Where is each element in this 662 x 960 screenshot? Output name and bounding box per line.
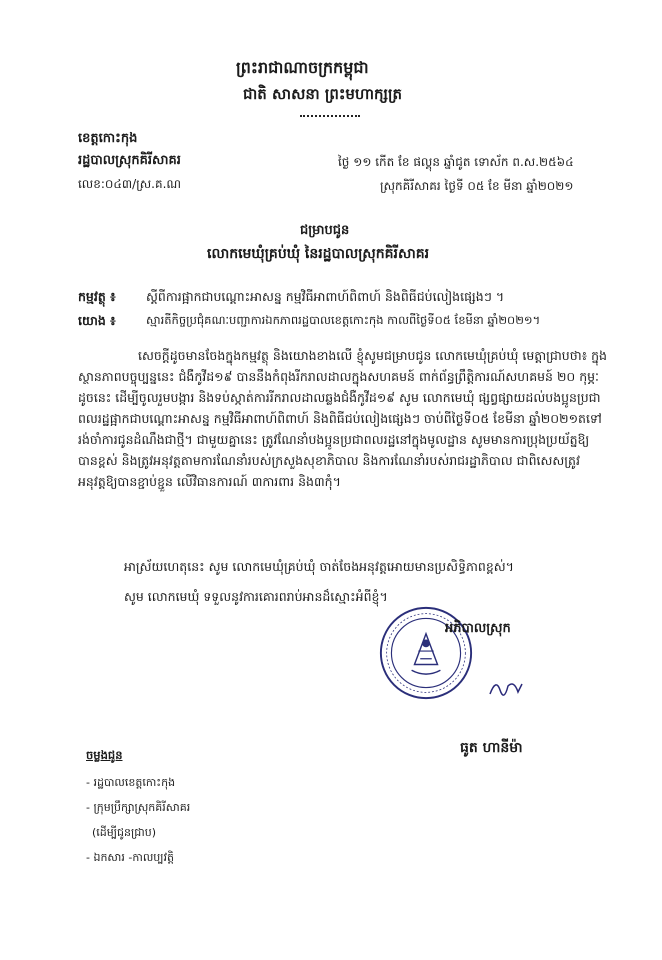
body-paragraph-1: សេចក្តីដូចមានចែងក្នុងកម្មវត្ថុ និងយោងខាងលើ ខ្ញុំសូមជម្រាបជូន លោកមេឃុំគ្រប់ឃុំ មេត្តាជ្រាបថា៖ ក្នុងស្ថានភាពបច្ចុប្បន្ននេះ ជំងឺកូវីដ១៩ បាននឹងកំពុងរីករាលដាលក្នុងសហគមន៍ ពាក់ព័ន្ធព្រឹត្តិការណ៍សហគមន៍ ២០ កុម្ភៈ ដូចនេះ ដើម្បីចូលរួមបង្ការ និងទប់ស្កាត់ការរីករាលដាលឆ្លងជំងឺកូវីដ១៩ សូម លោកមេឃុំ ផ្សព្វផ្សាយដល់បងប្អូនប្រជាពលរដ្ឋផ្អាកជាបណ្តោះអាសន្ន កម្មវិធីអាពាហ៍ពិពាហ៍ និងពិធីជប់លៀងផ្សេងៗ ចាប់ពីថ្ងៃទី០៥ ខែមីនា ឆ្នាំ២០២១តទៅ រង់ចាំការជូនដំណឹងជាថ្មី។ ជាមួយគ្នានេះ ត្រូវណែនាំបងប្អូនប្រជាពលរដ្ឋនៅក្នុងមូលដ្ឋាន សូមមានការប្រុងប្រយ័ត្នឱ្យបានខ្ពស់ និងត្រូវអនុវត្តតាមការណែនាំរបស់ក្រសួងសុខាភិបាល និងការណែនាំរបស់រាជរដ្ឋាភិបាល ជាពិសេសត្រូវអនុវត្តឱ្យបានខ្ជាប់ខ្ជួន លើវិធានការណ៍ ៣ការពារ និង៣កុំ។ xyxy=(78,348,607,489)
document-reference-number: លេខ:០៤៣/ស្រ.គ.ណ xyxy=(78,177,182,191)
cc-item: - ក្រុមប្រឹក្សាស្រុកគិរីសាគរ xyxy=(86,801,191,814)
solar-date: ស្រុកគិរីសាគរ ថ្ងៃទី ០៥ ខែ មីនា ឆ្នាំ២០២១ xyxy=(380,179,574,193)
subject-text: ស្តីពីការផ្អាកជាបណ្តោះអាសន្ន កម្មវិធីអាពាហ៍ពិពាហ៍ និងពិធីជប់លៀងផ្សេងៗ ។ xyxy=(146,289,505,304)
signatory-name: ធូត ហានីម៉ា xyxy=(460,740,523,756)
signatory-title: អភិបាលស្រុក xyxy=(445,621,511,636)
cc-item: - រដ្ឋបាលខេត្តកោះកុង xyxy=(86,776,176,789)
subject-label: កម្មវត្ថុ ៖ xyxy=(78,289,116,304)
body-paragraph-3: សូម លោកមេឃុំ ទទួលនូវការគោរពរាប់អានដ៏ស្មោះអំពីខ្ញុំ។ xyxy=(124,589,388,604)
cc-item: - ឯកសារ -កាលប្បវត្តិ xyxy=(86,851,175,864)
cc-label: ចម្លងជូន xyxy=(86,748,123,762)
issuer-province: ខេត្តកោះកុង xyxy=(78,131,138,146)
handwritten-signature-icon xyxy=(488,676,524,698)
reference-text: ស្មារតីកិច្ចប្រជុំគណៈបញ្ជាការឯកភាពរដ្ឋបាលខេត្តកោះកុង កាលពីថ្ងៃទី០៥ ខែមីនា ឆ្នាំ២០២១។ xyxy=(146,313,541,327)
issuer-district: រដ្ឋបាលស្រុកគិរីសាគរ xyxy=(78,153,181,168)
lunar-date: ថ្ងៃ ១១ កើត ខែ ផល្គុន ឆ្នាំជូត ទោស័ក ព.ស.២៥៦៤ xyxy=(338,155,574,169)
reference-label: យោង ៖ xyxy=(78,313,116,328)
cc-item: (ដើម្បីជូនជ្រាប) xyxy=(92,826,157,839)
recipient-name: លោកមេឃុំគ្រប់ឃុំ នៃរដ្ឋបាលស្រុកគិរីសាគរ xyxy=(207,246,430,262)
header-ornament xyxy=(300,115,360,117)
national-motto: ជាតិ សាសនា ព្រះមហាក្សត្រ xyxy=(243,85,402,103)
recipient-label: ជម្រាបជូន xyxy=(300,223,350,238)
kingdom-title: ព្រះរាជាណាចក្រកម្ពុជា xyxy=(236,58,369,77)
body-paragraph-2: អាស្រ័យហេតុនេះ សូម លោកមេឃុំគ្រប់ឃុំ ចាត់ចែងអនុវត្តអោយមានប្រសិទ្ធិភាពខ្ពស់។ xyxy=(124,559,514,574)
cc-list xyxy=(86,770,190,870)
